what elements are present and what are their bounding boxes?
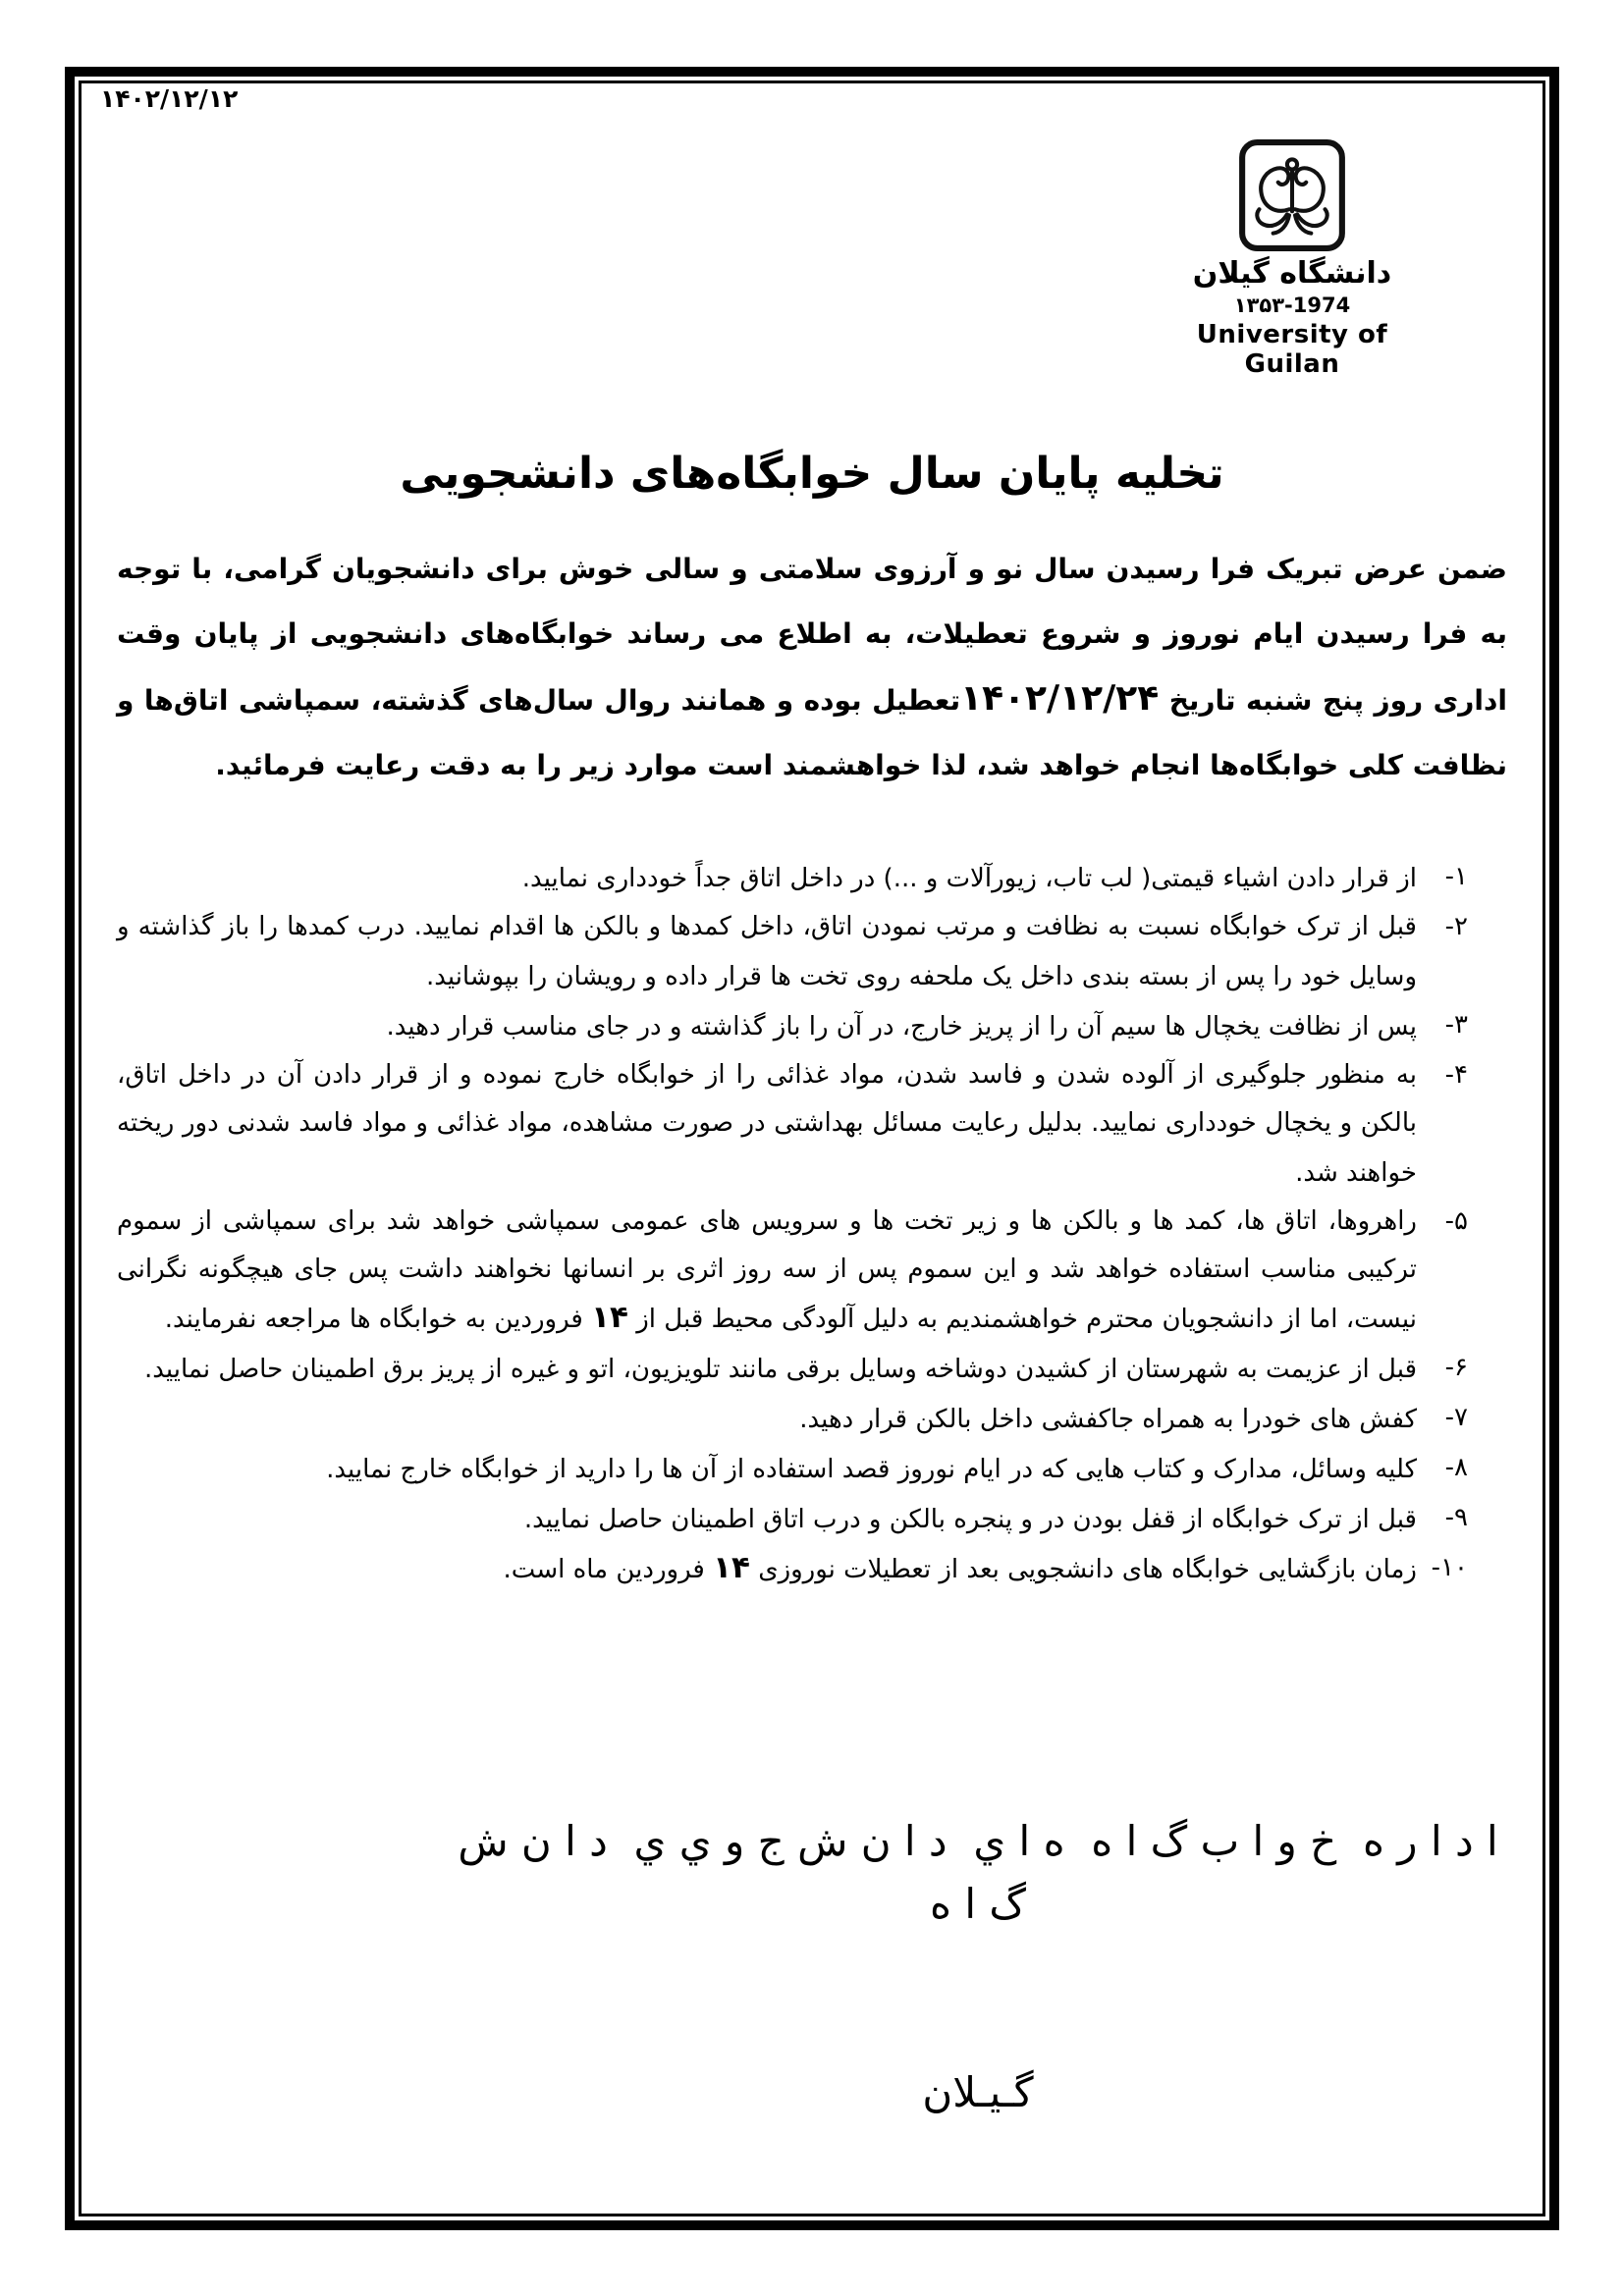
item-text-segment: فروردین ماه است. [503,1555,714,1584]
item-number: ۱۰- [1431,1553,1468,1582]
item-text-segment: قبل از ترک خوابگاه از قفل بودن در و پنجره بالکن و درب اتاق اطمینان حاصل نمایید. [523,1505,1417,1534]
item-number: ۶- [1444,1353,1468,1382]
item-text-segment: قبل از عزیمت به شهرستان از کشیدن دوشاخه وسایل برقی مانند تلویزیون، اتو و غیره از پریز برق اطمینان حاصل نمایید. [143,1355,1417,1384]
item-text [117,1344,1417,1394]
item-text [117,1051,1417,1198]
page-border-frame [65,67,1559,2230]
document-title: تخلیه پایان سال خوابگاه‌های دانشجویی [400,449,1224,499]
item-emphasis: ۱۴ [713,1550,750,1585]
page-border-inner-rule [79,80,1545,2216]
item-text [117,1001,1417,1051]
logo-emblem-icon [1237,137,1347,253]
item-number: ۸- [1444,1453,1468,1482]
letter-date: ۱۴۰۲/۱۲/۱۲ [100,84,239,113]
item-number: ۵- [1444,1206,1468,1236]
item-text-segment: به منظور جلوگیری از آلوده شدن و فاسد شدن، مواد غذائی را از خوابگاه خارج نموده و از قرار دادن آن در داخل اتاق، بالکن و یخچال خودداری نمایید. بدلیل رعایت مسائل بهداشتی در صورت مشاهده، مواد غذائی و مواد فاسد شدنی دور ریخته خواهند شد. [117,1060,1417,1188]
item-number: ۲- [1444,912,1468,941]
list-item-4 [117,1051,1468,1198]
signature-line-1: ا د ا ر ه خ و ا ب گ ا ه ه ا ي د ا ن ش ج و ي ي د ا ن ش گ ا ه [444,1817,1498,1928]
item-text [117,1198,1417,1344]
list-item-7 [117,1394,1468,1444]
logo-persian-name: دانشگاه گیلان [1192,256,1392,291]
item-text-segment: زمان بازگشایی خوابگاه های دانشجویی بعد از تعطیلات نوروزی [749,1555,1417,1584]
item-number: ۹- [1444,1503,1468,1532]
signature-line-2: گـيـلان [922,2068,1034,2116]
item-number: ۷- [1444,1403,1468,1432]
instruction-list [117,853,1468,1594]
item-number: ۱- [1444,862,1468,891]
list-item-5 [117,1198,1468,1344]
item-text-segment: راهروها، اتاق ها، کمد ها و بالکن ها و زیر تخت ها و سرویس های عمومی سمپاشی خواهد شد برای سمپاشی از سموم ترکیبی مناسب استفاده خواهد شد و این سموم پس از سه روز اثری بر انسانها نخواهند داشت پس جای هیچگونه نگرانی نیست، اما از دانشجویان محترم خواهشمندیم به دلیل آلودگی محیط قبل از [117,1206,1417,1334]
item-text-segment: فروردین به خوابگاه ها مراجعه نفرمایند. [164,1305,592,1334]
item-text [117,1494,1417,1544]
intro-paragraph [117,537,1507,798]
intro-text-before-date: ضمن عرض تبریک فرا رسیدن سال نو و آرزوی سلامتی و سالی خوش برای دانشجویان گرامی، با توجه به فرا رسیدن ایام نوروز و شروع تعطیلات، به اطلاع می رساند خوابگاه‌های دانشجویی از پایان وقت اداری روز پنج شنبه تاریخ [117,553,1507,717]
list-item-10 [117,1544,1468,1594]
item-text [117,1544,1417,1594]
signature-block [444,1684,1503,2250]
logo-english-name: University of Guilan [1196,320,1388,379]
item-text-segment: پس از نظافت یخچال ها سیم آن را از پریز خارج، در آن را باز گذاشته و در جای مناسب قرار دهید. [386,1012,1417,1041]
item-text [117,1394,1417,1444]
item-number: ۳- [1444,1010,1468,1040]
item-text-segment: کلیه وسائل، مدارک و کتاب هایی که در ایام نوروز قصد استفاده از آن ها را دارید از خوابگاه خارج نمایید. [326,1455,1417,1484]
item-text-segment: کفش های خودرا به همراه جاکفشی داخل بالکن قرار دهید. [799,1405,1417,1434]
item-text [117,1444,1417,1494]
item-number: ۴- [1444,1060,1468,1090]
item-text-segment: از قرار دادن اشیاء قیمتی( لب تاب، زیورآلات و ...) در داخل اتاق جداً خودداری نمایید. [521,864,1417,893]
intro-text-after-date: تعطیل بوده و همانند روال سال‌های گذشته، سمپاشی اتاق‌ها و نظافت کلی خوابگاه‌ها انجام خواهد شد، لذا خواهشمند است موارد زیر را به دقت رعایت فرمائید. [117,684,1507,781]
item-text [117,853,1417,903]
university-logo [1145,137,1439,379]
item-text [117,903,1417,1001]
closure-date: ۱۴۰۲/۱۲/۲۴ [960,678,1160,719]
list-item-9 [117,1494,1468,1544]
item-emphasis: ۱۴ [591,1300,628,1335]
list-item-1 [117,853,1468,903]
list-item-3 [117,1001,1468,1051]
letter-content [81,83,1543,2214]
list-item-6 [117,1344,1468,1394]
list-item-2 [117,903,1468,1001]
list-item-8 [117,1444,1468,1494]
logo-founding-years: ۱۳۵۳-1974 [1233,294,1351,317]
item-text-segment: قبل از ترک خوابگاه نسبت به نظافت و مرتب نمودن اتاق، داخل کمدها و بالکن ها اقدام نمایید. درب کمدها را باز گذاشته و وسایل خود را پس از بسته بندی داخل یک ملحفه روی تخت ها قرار داده و رویشان را بپوشانید. [117,912,1417,991]
